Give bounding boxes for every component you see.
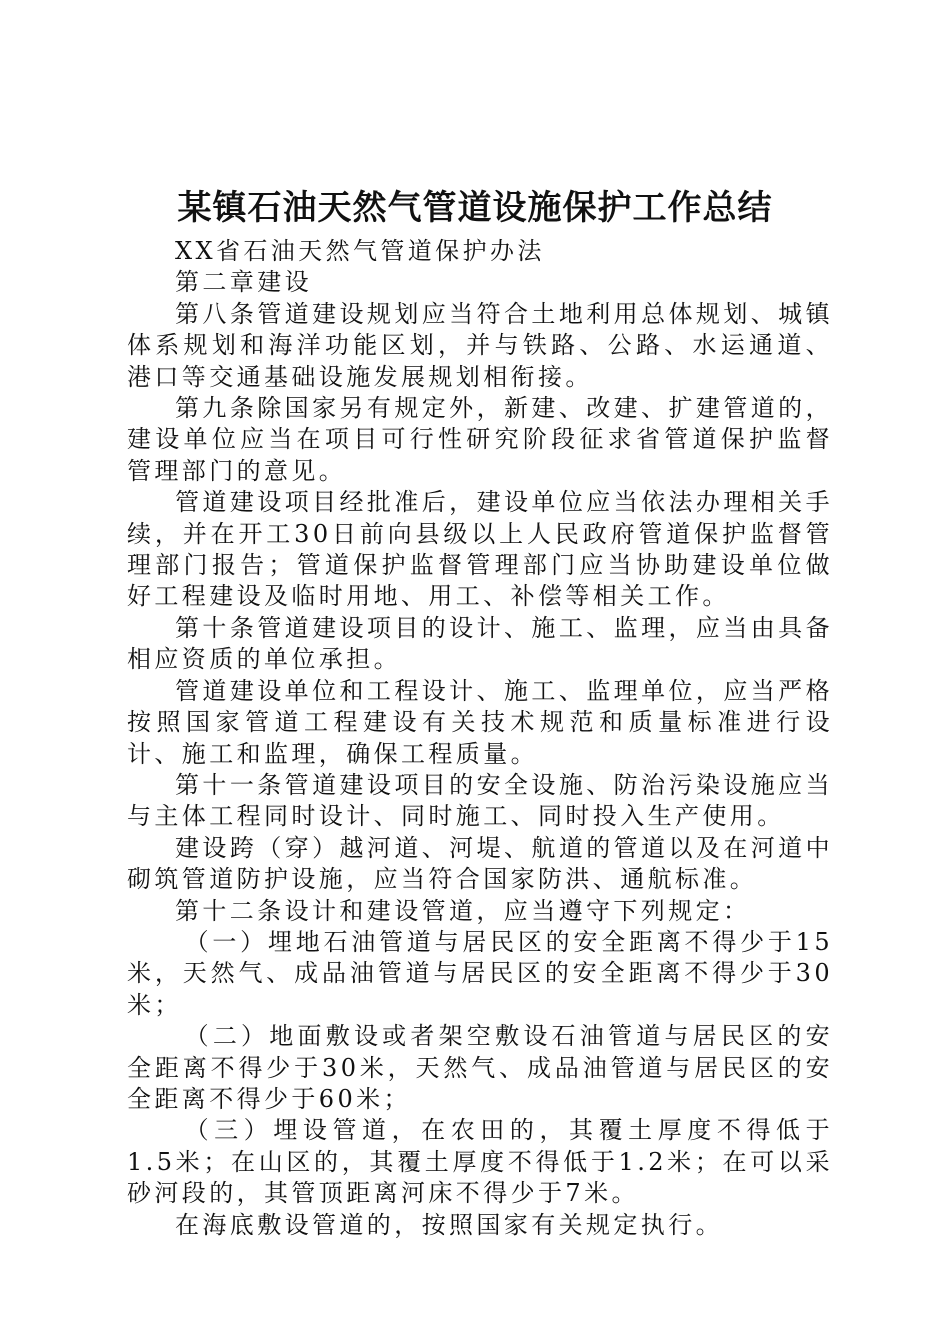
article-12: 第十二条设计和建设管道，应当遵守下列规定：: [175, 896, 751, 925]
document-title: 某镇石油天然气管道设施保护工作总结: [177, 188, 773, 228]
regulation-name: XX省石油天然气管道保护办法: [175, 237, 545, 265]
article-12-item-2: （二）地面敷设或者架空敷设石油管道与居民区的安全距离不得少于30米，天然气、成品油管道与居民区的安全距离不得少于60米；: [127, 1022, 833, 1113]
article-10: 第十条管道建设项目的设计、施工、监理，应当由具备相应资质的单位承担。: [127, 613, 833, 674]
document-body: [127, 236, 833, 1241]
article-10-clause-2: 管道建设单位和工程设计、施工、监理单位，应当严格按照国家管道工程建设有关技术规范和质量标准进行设计、施工和监理，确保工程质量。: [127, 676, 833, 768]
chapter-heading: 第二章建设: [175, 268, 312, 297]
article-11: 第十一条管道建设项目的安全设施、防治污染设施应当与主体工程同时设计、同时施工、同时投入生产使用。: [127, 770, 833, 831]
article-12-clause-2: 在海底敷设管道的，按照国家有关规定执行。: [175, 1210, 723, 1239]
article-9-clause-2: 管道建设项目经批准后，建设单位应当依法办理相关手续，并在开工30日前向县级以上人民政府管道保护监督管理部门报告；管道保护监督管理部门应当协助建设单位做好工程建设及临时用地、用工、补偿等相关工作。: [127, 488, 833, 611]
article-8: 第八条管道建设规划应当符合土地利用总体规划、城镇体系规划和海洋功能区划，并与铁路、公路、水运通道、港口等交通基础设施发展规划相衔接。: [127, 299, 833, 391]
article-12-item-3: （三）埋设管道，在农田的，其覆土厚度不得低于1.5米；在山区的，其覆土厚度不得低于1.2米；在可以采砂河段的，其管顶距离河床不得少于7米。: [127, 1116, 833, 1208]
article-12-item-1: （一）埋地石油管道与居民区的安全距离不得少于15米，天然气、成品油管道与居民区的安全距离不得少于30米；: [127, 927, 833, 1019]
article-9: 第九条除国家另有规定外，新建、改建、扩建管道的，建设单位应当在项目可行性研究阶段征求省管道保护监督管理部门的意见。: [127, 394, 833, 485]
article-11-clause-2: 建设跨（穿）越河道、河堤、航道的管道以及在河道中砌筑管道防护设施，应当符合国家防洪、通航标准。: [127, 833, 833, 894]
